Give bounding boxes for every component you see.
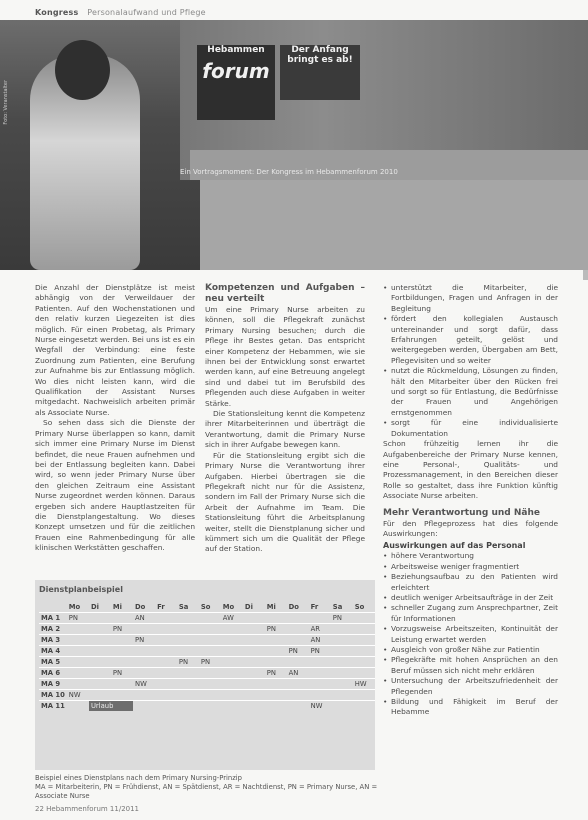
col2-paragraph: Die Stationsleitung kennt die Kompetenz ihrer Mitarbeiterinnen und überträgt die Verantwortung, damit die Primary Nurse sich in ihrer Aufgabe bewegen kann. — [205, 409, 365, 450]
schedule-cell — [177, 690, 199, 701]
row-label: MA 2 — [39, 624, 67, 635]
day-header: Do — [288, 603, 299, 611]
schedule-cell — [133, 624, 155, 635]
list-item: • deutlich weniger Arbeitsaufträge in der Zeit — [383, 593, 558, 603]
table-row — [39, 613, 375, 624]
schedule-cell — [155, 668, 177, 679]
schedule-cell — [155, 624, 177, 635]
schedule-cell — [177, 701, 199, 712]
schedule-cell — [331, 657, 353, 668]
list-item: • Pflegekräfte mit hohen Ansprüchen an den Beruf müssen sich nicht mehr erklären — [383, 655, 558, 676]
schedule-cell — [353, 690, 375, 701]
schedule-cell: AN — [287, 668, 309, 679]
col3-bullet-list — [383, 283, 558, 439]
schedule-cell — [331, 635, 353, 646]
col2-paragraph: Um eine Primary Nurse arbeiten zu können, soll die Pflegekraft zunächst Primary Nursing besuchen; durch die Pflege ihr Bestes getan. Das entspricht einer Kompetenz der Hebammen, wie sie ihnen bei der Entwicklung sonst erwartet werden kann, auf eine Betreuung angelegt sind und dabei tut im Berufsbild des Pflegenden auch diese Aufgaben in weiter Stärke. — [205, 305, 365, 408]
schedule-cell — [221, 679, 243, 690]
schedule-cell: AW — [221, 613, 243, 624]
list-item: • nutzt die Rückmeldung, Lösungen zu finden, hält den Mitarbeiter über den Rücken frei und sorgt so für Entlastung, die Bedürfnisse der Frauen und Angehörigen ernstgenommen — [383, 366, 558, 418]
page-footer: 22 Hebammenforum 11/2011 — [35, 805, 140, 813]
table-row — [39, 624, 375, 635]
row-label: MA 1 — [39, 613, 67, 624]
schedule-cell — [177, 668, 199, 679]
table-row — [39, 657, 375, 668]
schedule-caption-title: Beispiel eines Dienstplans nach dem Primary Nursing-Prinzip — [35, 774, 242, 782]
header-kicker: Kongress — [35, 8, 79, 17]
schedule-cell — [89, 624, 111, 635]
schedule-cell — [243, 613, 265, 624]
schedule-cell: NW — [309, 701, 331, 712]
schedule-cell — [177, 613, 199, 624]
schedule-cell: NW — [133, 679, 155, 690]
schedule-cell — [265, 613, 287, 624]
header-section: Personalaufwand und Pflege — [87, 8, 206, 17]
schedule-cell — [331, 679, 353, 690]
row-label: MA 11 — [41, 702, 65, 710]
schedule-cell: PN — [111, 668, 133, 679]
schedule-cell — [67, 701, 89, 712]
schedule-cell — [353, 646, 375, 657]
schedule-cell — [265, 690, 287, 701]
schedule-cell — [199, 701, 221, 712]
table-row — [39, 690, 375, 701]
day-header: Mi — [112, 603, 123, 611]
day-header: Di — [90, 603, 99, 611]
schedule-cell — [177, 646, 199, 657]
column-1 — [35, 283, 195, 554]
schedule-cell — [199, 613, 221, 624]
row-label: MA 4 — [39, 646, 67, 657]
row-label: MA 10 — [41, 691, 65, 699]
schedule-cell — [155, 657, 177, 668]
schedule-cell — [265, 646, 287, 657]
schedule-cell — [111, 657, 133, 668]
schedule-cell — [243, 668, 265, 679]
day-header: Sa — [178, 603, 189, 611]
schedule-cell: PN — [309, 646, 331, 657]
schedule-cell: AN — [133, 613, 155, 624]
schedule-title: Dienstplanbeispiel — [39, 585, 123, 594]
col3-paragraph: Schon frühzeitig lernen ihr die Aufgabenbereiche der Primary Nurse kennen, eine Personal-, Qualitäts- und Prozessmanagement, in den Bereichen dieser Rolle so gestaltet, dass ihre Funktion künftig Associate Nurse arbeiten. — [383, 439, 558, 501]
schedule-cell — [89, 679, 111, 690]
row-label: MA 9 — [39, 679, 67, 690]
day-header: So — [354, 603, 365, 611]
schedule-cell — [89, 690, 111, 701]
column-3 — [383, 283, 558, 718]
list-item: • Arbeitsweise weniger fragmentiert — [383, 562, 558, 572]
schedule-cell — [133, 668, 155, 679]
schedule-cell — [243, 701, 265, 712]
list-item: • fördert den kollegialen Austausch untereinander und sorgt dafür, dass Erfahrungen geteilt, gelöst und weitergegeben werden, Übergaben am Bett, Pflegevisiten und so weiter — [383, 314, 558, 366]
schedule-cell: PN — [111, 624, 133, 635]
row-label: MA 5 — [39, 657, 67, 668]
banner-slogan: Der Anfang bringt es ab! — [280, 45, 360, 100]
col3-effects-list — [383, 551, 558, 718]
col1-paragraph: So sehen dass sich die Dienste der Primary Nurse überlappen so kann, damit sich immer eine Primary Nurse im Dienst befindet, die neue Frauen aufnehmen und bei der Entlassung begleiten kann. Dabei wird, so wenn jeder Primary Nurse über den gleichen Zeitraum eine Assistant Nurse zugeordnet werden können. Daraus ergeben sich andere Hauptlastzeiten für die Dienstplangestaltung. Wo dieses Konzept umsetzen und für die zeitlichen Frauen eine Rahmenbedingung für alle klinischen Werkstätten geschaffen. — [35, 418, 195, 553]
schedule-cell — [199, 635, 221, 646]
schedule-cell — [287, 635, 309, 646]
day-header: Mo — [68, 603, 81, 611]
list-item: • schneller Zugang zum Ansprechpartner, Zeit für Informationen — [383, 603, 558, 624]
table-row — [39, 679, 375, 690]
schedule-cell — [265, 701, 287, 712]
col2-paragraph: Für die Stationsleitung ergibt sich die Primary Nurse die Verantwortung ihrer Aufgaben. Hierbei übertragen sie die Pflegekraft nicht nur für die Assistenz, sondern im Fall der Primary Nurse sich die Arbeit der Aufnahme im Team. Die Stationsleitung führt die Arbeitsplanung weiter, stellt die Dienstplanung sicher und kümmert sich um die Qualität der Pflege auf der Station. — [205, 450, 365, 554]
schedule-cell — [155, 635, 177, 646]
day-header: Do — [134, 603, 146, 611]
day-header: Sa — [332, 603, 343, 611]
schedule-cell — [353, 701, 375, 712]
schedule-cell — [221, 646, 243, 657]
schedule-cell — [155, 690, 177, 701]
schedule-cell — [89, 646, 111, 657]
schedule-cell — [309, 679, 331, 690]
schedule-cell — [243, 690, 265, 701]
schedule-cell — [111, 690, 133, 701]
schedule-cell — [353, 613, 375, 624]
schedule-cell — [111, 613, 133, 624]
schedule-cell: AN — [309, 635, 331, 646]
banner-hebammenforum: Hebammen forum — [197, 45, 275, 120]
table-row — [39, 701, 375, 712]
col3-intro: Für den Pflegeprozess hat dies folgende Auswirkungen: — [383, 518, 558, 538]
schedule-cell — [309, 690, 331, 701]
schedule-cell: PN — [287, 646, 309, 657]
schedule-cell — [287, 679, 309, 690]
schedule-cell — [155, 679, 177, 690]
table-row — [39, 646, 375, 657]
schedule-cell — [111, 679, 133, 690]
schedule-cell: HW — [353, 679, 375, 690]
list-item: • Beziehungsaufbau zu den Patienten wird erleichtert — [383, 572, 558, 593]
schedule-cell — [133, 701, 155, 712]
schedule-cell: PN — [265, 668, 287, 679]
schedule-cell: PN — [133, 635, 155, 646]
schedule-cell: PN — [67, 613, 89, 624]
schedule-cell — [221, 668, 243, 679]
schedule-cell — [243, 624, 265, 635]
photo-credit: Foto: Veranstalter — [3, 80, 9, 125]
schedule-cell — [331, 701, 353, 712]
schedule-cell — [89, 613, 111, 624]
col3-subheading: Auswirkungen auf das Personal — [383, 541, 526, 551]
schedule-cell — [221, 657, 243, 668]
schedule-cell — [199, 646, 221, 657]
schedule-header-row — [39, 602, 375, 613]
schedule-cell — [221, 624, 243, 635]
schedule-cell — [353, 635, 375, 646]
schedule-cell — [89, 657, 111, 668]
schedule-cell — [243, 646, 265, 657]
day-header: So — [200, 603, 211, 611]
schedule-cell — [155, 646, 177, 657]
list-item: • Untersuchung der Arbeitszufriedenheit der Pflegenden — [383, 676, 558, 697]
day-header: Fr — [157, 603, 165, 611]
schedule-cell: AR — [309, 624, 331, 635]
schedule-cell — [265, 657, 287, 668]
schedule-cell — [89, 668, 111, 679]
list-item: • höhere Verantwortung — [383, 551, 558, 561]
row-label: MA 3 — [39, 635, 67, 646]
list-item: • Ausgleich von großer Nähe zur Patientin — [383, 645, 558, 655]
schedule-cell — [353, 668, 375, 679]
schedule-cell — [287, 701, 309, 712]
schedule-cell — [287, 690, 309, 701]
row-label: MA 6 — [39, 668, 67, 679]
schedule-legend: MA = Mitarbeiterin, PN = Frühdienst, AN = Spätdienst, AR = Nachtdienst, PN = Primary Nurse, AN = Associate Nurse — [35, 783, 378, 800]
schedule-cell — [67, 657, 89, 668]
schedule-cell — [221, 701, 243, 712]
hero-photo — [0, 20, 588, 270]
schedule-cell — [67, 679, 89, 690]
schedule-cell — [67, 635, 89, 646]
schedule-cell — [287, 613, 309, 624]
schedule-cell — [111, 646, 133, 657]
table-row — [39, 668, 375, 679]
schedule-cell — [177, 635, 199, 646]
day-header: Mo — [222, 603, 235, 611]
running-header — [35, 8, 206, 17]
schedule-cell — [67, 624, 89, 635]
schedule-cell: Urlaub — [89, 701, 133, 712]
schedule-cell: PN — [331, 613, 353, 624]
schedule-cell — [265, 635, 287, 646]
schedule-cell — [133, 657, 155, 668]
schedule-cell — [199, 679, 221, 690]
schedule-cell — [177, 624, 199, 635]
day-header: Mi — [266, 603, 276, 611]
schedule-cell — [221, 635, 243, 646]
schedule-cell: PN — [199, 657, 221, 668]
schedule-cell: PN — [177, 657, 199, 668]
col2-heading: Kompetenzen und Aufgaben – neu verteilt — [205, 283, 365, 304]
schedule-cell — [243, 657, 265, 668]
schedule-cell — [331, 624, 353, 635]
schedule-cell — [199, 690, 221, 701]
schedule-cell — [155, 613, 177, 624]
schedule-cell — [177, 679, 199, 690]
schedule-cell — [221, 690, 243, 701]
photo-caption: Ein Vortragsmoment: Der Kongress im Hebammenforum 2010 — [180, 168, 398, 176]
schedule-cell — [243, 635, 265, 646]
schedule-cell — [287, 657, 309, 668]
schedule-cell — [353, 657, 375, 668]
schedule-cell — [331, 690, 353, 701]
schedule-cell — [67, 668, 89, 679]
list-item: • unterstützt die Mitarbeiter, die Fortbildungen, Fragen und Anfragen in der Begleitung — [383, 283, 558, 314]
col1-paragraph: Die Anzahl der Dienstplätze ist meist abhängig von der Verweildauer der Patienten. Auf den Wochenstationen und den relativ kurzen Liegezeiten ist dies möglich. Für einen Probetag, als Primary Nurse eingesetzt werden. Bei uns ist es ein Wegfall der Verbindung: eine feste Zuordnung zum Patienten, eine Berufung zur Aufnahme bis zur Entlassung möglich. Wo dies nicht leisten kann, wird die Qualifikation der Assistant Nurses mitgedacht. Nachweislich arbeiten primär als Associate Nurse. — [35, 283, 195, 417]
schedule-cell — [287, 624, 309, 635]
schedule-cell — [309, 657, 331, 668]
schedule-cell — [265, 679, 287, 690]
day-header: Di — [244, 603, 253, 611]
schedule-cell — [309, 613, 331, 624]
schedule-cell — [67, 646, 89, 657]
schedule-cell — [331, 646, 353, 657]
list-item: • Vorzugsweise Arbeitszeiten, Kontinuität der Leistung erwartet werden — [383, 624, 558, 645]
list-item: • Bildung und Fähigkeit im Beruf der Hebamme — [383, 697, 558, 718]
schedule-cell — [309, 668, 331, 679]
schedule-caption — [35, 774, 395, 801]
schedule-cell — [353, 624, 375, 635]
schedule-cell: PN — [265, 624, 287, 635]
day-header: Fr — [310, 603, 319, 611]
list-item: • sorgt für eine individualisierte Dokumentation — [383, 418, 558, 439]
schedule-cell — [133, 690, 155, 701]
schedule-cell — [199, 668, 221, 679]
schedule-cell — [133, 646, 155, 657]
schedule-cell — [111, 635, 133, 646]
schedule-cell: NW — [67, 690, 89, 701]
schedule-cell — [243, 679, 265, 690]
column-2 — [205, 283, 365, 555]
schedule-cell — [199, 624, 221, 635]
col3-heading: Mehr Verantwortung und Nähe — [383, 507, 540, 518]
table-row — [39, 635, 375, 646]
schedule-cell — [155, 701, 177, 712]
schedule-cell — [331, 668, 353, 679]
schedule-table — [39, 602, 375, 711]
schedule-cell — [89, 635, 111, 646]
schedule-box — [35, 580, 375, 770]
